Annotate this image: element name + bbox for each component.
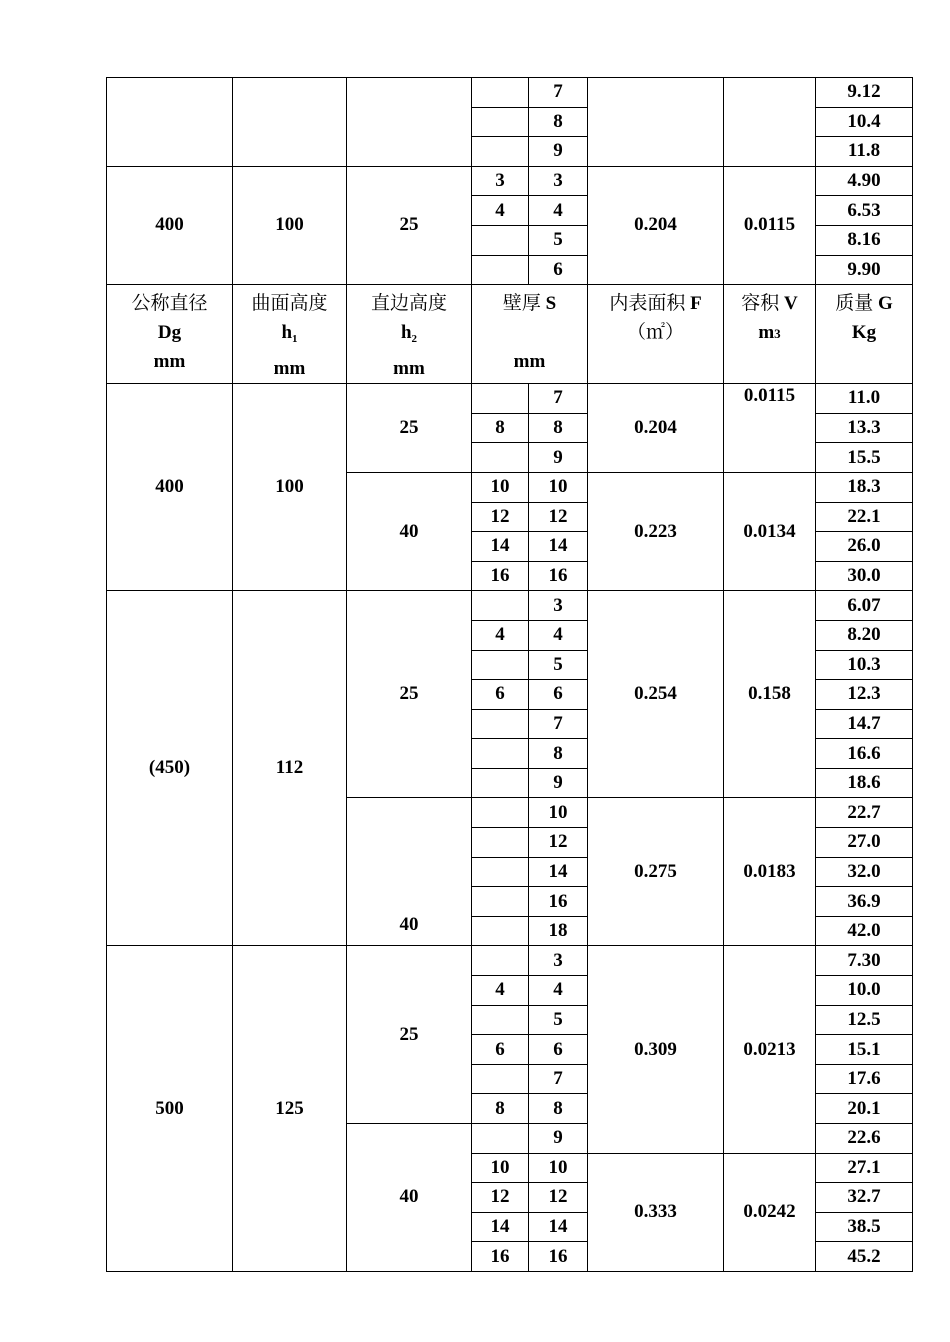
thickness-a-cell [472,1005,529,1035]
thickness-a-cell: 12 [472,502,529,532]
h2-cell: 40 [347,798,472,946]
area-cell [588,78,724,167]
table-row [107,384,913,414]
table-body [107,78,913,1272]
thickness-cell: 7 [529,384,588,414]
thickness-cell: 14 [529,857,588,887]
thickness-a-cell [472,857,529,887]
mass-cell: 15.5 [816,443,913,473]
mass-cell: 45.2 [816,1242,913,1272]
thickness-cell: 7 [529,709,588,739]
thickness-a-cell [472,107,529,137]
thickness-a-cell: 4 [472,196,529,226]
thickness-cell: 6 [529,680,588,710]
mass-cell: 6.53 [816,196,913,226]
header-g-unit: Kg [851,322,877,344]
thickness-cell: 3 [529,946,588,976]
thickness-a-cell: 16 [472,1242,529,1272]
mass-cell: 14.7 [816,709,913,739]
thickness-cell: 9 [529,1124,588,1154]
h2-cell: 25 [347,384,472,473]
h1-cell [233,78,347,167]
thickness-a-cell: 8 [472,413,529,443]
thickness-a-cell: 4 [472,976,529,1006]
thickness-cell: 9 [529,137,588,167]
header-h2-unit: mm [393,358,425,380]
header-f [588,285,724,384]
mass-cell: 10.0 [816,976,913,1006]
mass-cell: 36.9 [816,887,913,917]
h2-cell: 25 [347,946,472,1124]
table-row [107,166,913,196]
header-h1-sub: 1 [292,333,298,346]
table-row [107,591,913,621]
thickness-cell: 3 [529,166,588,196]
thickness-a-cell [472,255,529,285]
header-h2-sym: h [400,322,412,344]
dg-cell: 400 [107,384,233,591]
dg-cell: 500 [107,946,233,1272]
thickness-cell: 8 [529,107,588,137]
mass-cell: 27.1 [816,1153,913,1183]
thickness-cell: 4 [529,620,588,650]
volume-cell [724,78,816,167]
header-row [107,285,913,384]
thickness-cell: 16 [529,1242,588,1272]
mass-cell: 15.1 [816,1035,913,1065]
thickness-cell: 14 [529,1212,588,1242]
mass-cell: 9.90 [816,255,913,285]
mass-cell: 11.0 [816,384,913,414]
thickness-cell: 12 [529,502,588,532]
mass-cell: 22.7 [816,798,913,828]
volume-cell: 0.158 [724,591,816,798]
mass-cell: 42.0 [816,916,913,946]
thickness-a-cell [472,384,529,414]
volume-cell: 0.0213 [724,946,816,1153]
thickness-cell: 4 [529,196,588,226]
mass-cell: 12.3 [816,680,913,710]
thickness-cell: 10 [529,472,588,502]
thickness-cell: 10 [529,798,588,828]
table-row [107,78,913,108]
volume-cell: 0.0115 [724,384,816,473]
header-dg [107,285,233,384]
thickness-cell: 8 [529,739,588,769]
thickness-cell: 7 [529,1064,588,1094]
head-spec-table [106,77,913,1272]
area-cell: 0.254 [588,591,724,798]
thickness-a-cell: 10 [472,472,529,502]
mass-cell: 6.07 [816,591,913,621]
thickness-a-cell [472,709,529,739]
h1-cell: 100 [233,166,347,284]
h1-cell: 112 [233,591,347,946]
header-g-cn: 质量 [835,292,874,315]
header-h1-cn: 曲面高度 [251,292,328,315]
thickness-a-cell: 6 [472,1035,529,1065]
header-g [816,285,913,384]
h1-cell: 125 [233,946,347,1272]
mass-cell: 30.0 [816,561,913,591]
thickness-cell: 12 [529,828,588,858]
thickness-cell: 9 [529,768,588,798]
mass-cell: 8.20 [816,620,913,650]
volume-cell: 0.0242 [724,1153,816,1271]
thickness-a-cell: 14 [472,532,529,562]
thickness-a-cell [472,443,529,473]
mass-cell: 10.3 [816,650,913,680]
h2-cell [347,78,472,167]
thickness-a-cell [472,798,529,828]
mass-cell: 18.3 [816,472,913,502]
area-cell: 0.333 [588,1153,724,1271]
header-h1 [233,285,347,384]
header-f-cn: 内表面积 [609,292,686,315]
thickness-cell: 4 [529,976,588,1006]
area-cell: 0.204 [588,384,724,473]
header-v-unit-sup: 3 [774,326,781,342]
thickness-a-cell [472,916,529,946]
header-s-sym: S [545,293,557,315]
thickness-a-cell: 12 [472,1183,529,1213]
thickness-a-cell: 4 [472,620,529,650]
thickness-a-cell: 6 [472,680,529,710]
volume-cell: 0.0183 [724,798,816,946]
mass-cell: 18.6 [816,768,913,798]
area-cell: 0.309 [588,946,724,1153]
header-h2 [347,285,472,384]
mass-cell: 12.5 [816,1005,913,1035]
mass-cell: 32.7 [816,1183,913,1213]
mass-cell: 38.5 [816,1212,913,1242]
thickness-cell: 6 [529,1035,588,1065]
header-v-unit: m [758,322,775,344]
mass-cell: 22.6 [816,1124,913,1154]
thickness-a-cell [472,78,529,108]
thickness-a-cell: 3 [472,166,529,196]
h2-cell: 40 [347,1124,472,1272]
thickness-a-cell [472,1064,529,1094]
header-s-unit: mm [513,351,546,373]
thickness-cell: 8 [529,413,588,443]
thickness-cell: 14 [529,532,588,562]
thickness-cell: 8 [529,1094,588,1124]
mass-cell: 27.0 [816,828,913,858]
header-v-sym: V [784,293,798,315]
thickness-a-cell [472,739,529,769]
thickness-a-cell: 16 [472,561,529,591]
mass-cell: 7.30 [816,946,913,976]
thickness-a-cell [472,946,529,976]
thickness-cell: 18 [529,916,588,946]
mass-cell: 13.3 [816,413,913,443]
thickness-cell: 9 [529,443,588,473]
header-h1-sym: h [281,322,293,344]
header-g-sym: G [877,293,893,315]
thickness-cell: 10 [529,1153,588,1183]
header-f-sym: F [690,293,702,315]
header-dg-cn: 公称直径 [131,292,208,315]
thickness-cell: 12 [529,1183,588,1213]
h2-cell: 25 [347,166,472,284]
mass-cell: 17.6 [816,1064,913,1094]
mass-cell: 4.90 [816,166,913,196]
thickness-a-cell [472,1124,529,1154]
thickness-a-cell [472,225,529,255]
thickness-a-cell [472,768,529,798]
header-v-cn: 容积 [741,292,780,315]
header-dg-sym: Dg [157,322,182,344]
mass-cell: 10.4 [816,107,913,137]
mass-cell: 11.8 [816,137,913,167]
area-cell: 0.204 [588,166,724,284]
header-h1-unit: mm [273,358,306,380]
area-cell: 0.223 [588,472,724,590]
thickness-a-cell: 14 [472,1212,529,1242]
dg-cell [107,78,233,167]
thickness-cell: 16 [529,887,588,917]
thickness-a-cell: 10 [472,1153,529,1183]
thickness-cell: 5 [529,1005,588,1035]
thickness-a-cell: 8 [472,1094,529,1124]
mass-cell: 20.1 [816,1094,913,1124]
thickness-cell: 16 [529,561,588,591]
mass-cell: 9.12 [816,78,913,108]
area-cell: 0.275 [588,798,724,946]
header-s-cn: 壁厚 [502,292,541,315]
thickness-cell: 3 [529,591,588,621]
thickness-cell: 5 [529,650,588,680]
thickness-cell: 7 [529,78,588,108]
dg-cell: 400 [107,166,233,284]
thickness-cell: 5 [529,225,588,255]
header-h2-cn: 直边高度 [370,292,447,315]
volume-cell: 0.0134 [724,472,816,590]
thickness-cell: 6 [529,255,588,285]
mass-cell: 8.16 [816,225,913,255]
thickness-a-cell [472,828,529,858]
thickness-a-cell [472,650,529,680]
header-v [724,285,816,384]
mass-cell: 16.6 [816,739,913,769]
thickness-a-cell [472,591,529,621]
table-row [107,946,913,976]
dg-cell: (450) [107,591,233,946]
header-f-unit: （㎡） [626,321,684,344]
mass-cell: 22.1 [816,502,913,532]
thickness-a-cell [472,887,529,917]
header-s [472,285,588,384]
thickness-a-cell [472,137,529,167]
volume-cell: 0.0115 [724,166,816,284]
h2-cell: 40 [347,472,472,590]
mass-cell: 32.0 [816,857,913,887]
mass-cell: 26.0 [816,532,913,562]
header-dg-unit: mm [153,351,186,373]
header-h2-sub: 2 [411,333,418,346]
h1-cell: 100 [233,384,347,591]
h2-cell: 25 [347,591,472,798]
